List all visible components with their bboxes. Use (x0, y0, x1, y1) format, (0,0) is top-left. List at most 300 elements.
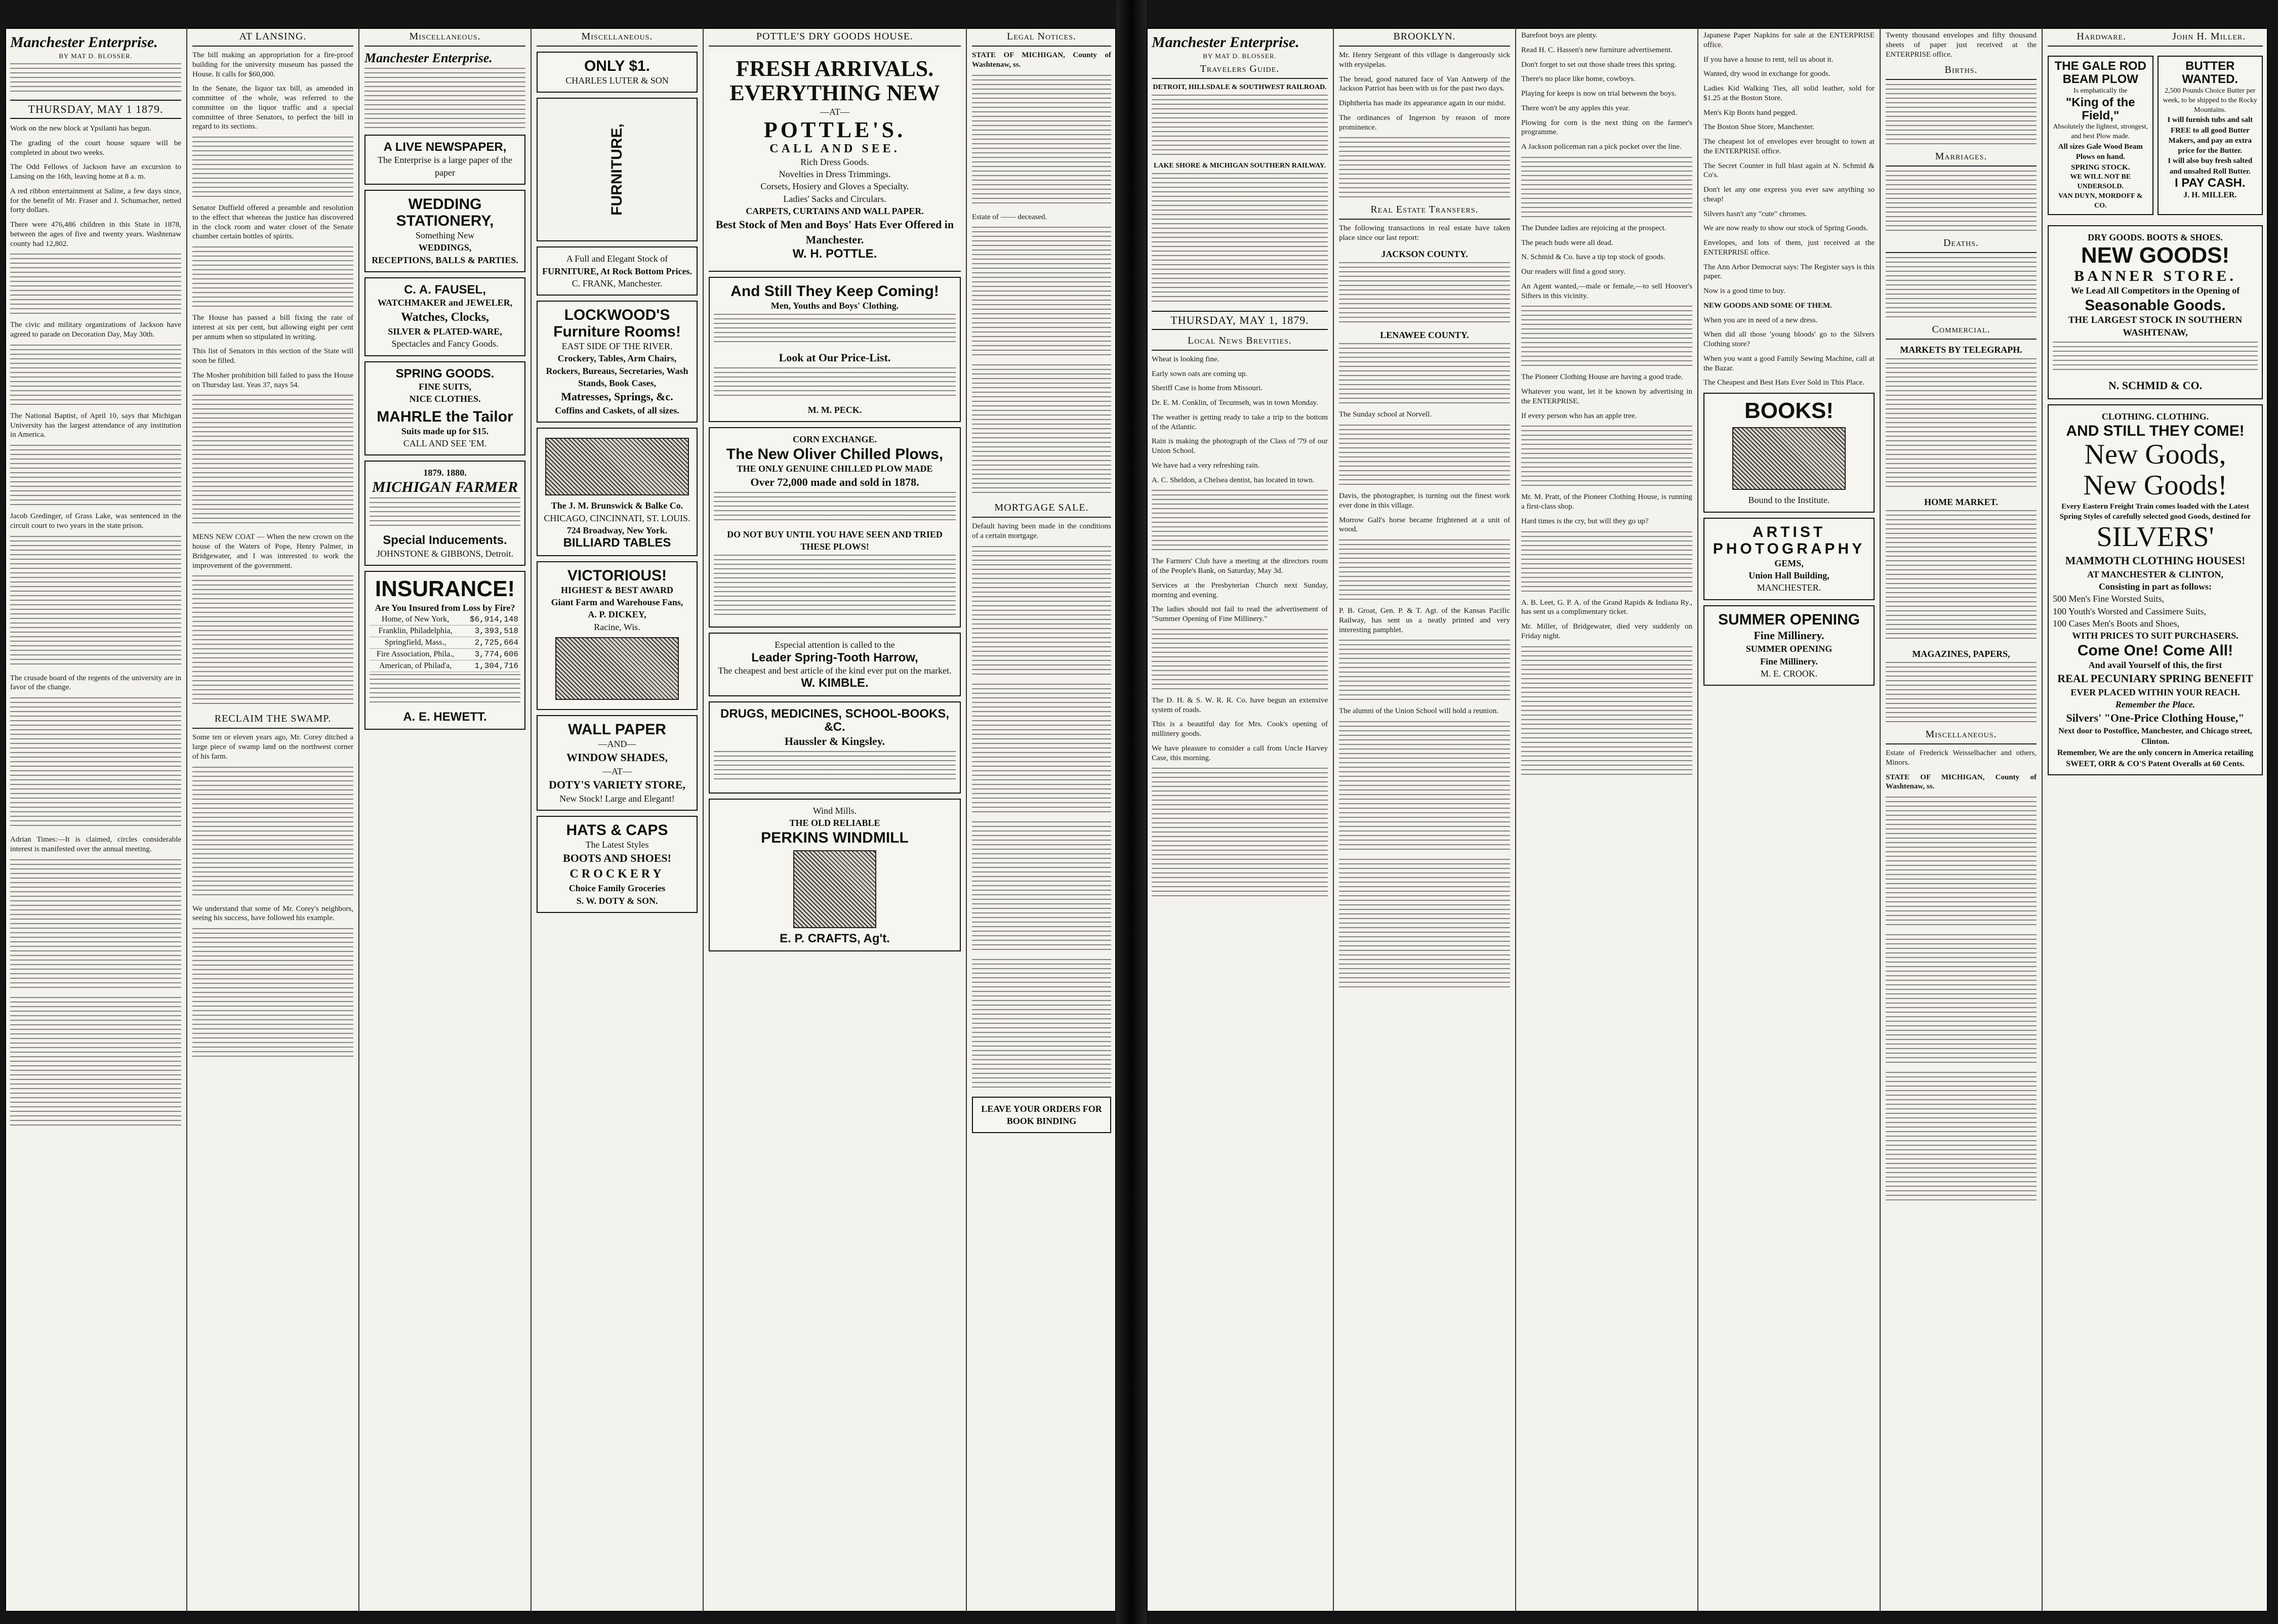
news-item: Sheriff Case is home from Missouri. (1152, 384, 1263, 393)
ad-fausel-jeweler (364, 277, 525, 356)
text-block (370, 497, 520, 528)
text-block (972, 959, 1111, 1091)
ad-line: We Lead All Competitors in the Opening of (2070, 285, 2240, 296)
text-block (10, 345, 181, 405)
ad-line: JOHNSTONE & GIBBONS, Detroit. (376, 548, 514, 559)
column-heading: BROOKLYN. (1339, 31, 1510, 47)
books-engraving (1732, 427, 1846, 490)
ad-line: Bound to the Institute. (1748, 495, 1830, 506)
news-item: Senator Duffield offered a preamble and resolution to the effect that whereas the justice has discovered in the clock room and water closet of the Senate chamber certain bottles of spirits. (192, 204, 353, 241)
ad-line: CHARLES LUTER & SON (565, 75, 669, 86)
column-heading: Legal Notices. (972, 31, 1111, 47)
text-block (714, 555, 956, 615)
text-block (972, 227, 1111, 358)
news-item: Services at the Presbyterian Church next Sunday, morning and evening. (1152, 581, 1328, 599)
ad-title: WALL PAPER (568, 721, 666, 738)
ad-line: THE ONLY GENUINE CHILLED PLOW MADE (737, 463, 933, 474)
news-item: Early sown oats are coming up. (1152, 369, 1248, 378)
left-col-3 (359, 28, 532, 1612)
ad-line: CHICAGO, CINCINNATI, ST. LOUIS. (544, 513, 690, 523)
ad-line: W. H. POTTLE. (792, 246, 877, 261)
text-block (1152, 629, 1328, 690)
news-item: Mr. Henry Sergeant of this village is dangerously sick with erysipelas. (1339, 51, 1510, 69)
masthead: Manchester Enterprise. (10, 34, 158, 51)
ad-line: SILVER & PLATED-WARE, (388, 326, 502, 337)
ad-michigan-farmer (364, 461, 525, 566)
ad-line: CALL AND SEE 'EM. (403, 438, 487, 448)
ad-line: E. P. CRAFTS, Ag't. (780, 931, 890, 945)
ad-line: MAMMOTH CLOTHING HOUSES! (2065, 554, 2246, 567)
text-block (370, 674, 520, 704)
column-heading: Hardware. (2048, 31, 2155, 47)
ad-insurance (364, 571, 525, 730)
news-item: Davis, the photographer, is turning out the finest work ever done in this village. (1339, 492, 1510, 510)
ad-line: Come One! Come All! (2077, 642, 2233, 659)
ad-line: LEAVE YOUR ORDERS FOR BOOK BINDING (981, 1103, 1102, 1127)
news-item: A red ribbon entertainment at Saline, a few days since, for the benefit of Mr. Fraser and J. Schumacher, netted forty dollars. (10, 187, 181, 215)
ad-line: Haussler & Kingsley. (784, 735, 885, 748)
byline: BY MAT D. BLOSSER. (1203, 52, 1277, 60)
news-item: Playing for keeps is now on trial between the boys. (1521, 90, 1677, 98)
news-item: The cheapest lot of envelopes ever brought to town at the ENTERPRISE office. (1703, 138, 1875, 155)
ad-line: I will also buy fresh salted and unsalted Roll Butter. (2168, 157, 2253, 176)
ad-line: Wind Mills. (812, 806, 857, 816)
news-item: Mr. M. Pratt, of the Pioneer Clothing House, is running a first-class shop. (1521, 493, 1692, 511)
billiard-table-engraving (545, 438, 689, 495)
section-heading: Miscellaneous. (1886, 729, 2037, 744)
column-heading: Miscellaneous. (537, 31, 698, 47)
ad-line: REAL PECUNIARY SPRING BENEFIT (2057, 672, 2253, 685)
ad-title: BUTTER WANTED. (2182, 59, 2239, 87)
news-item: A. B. Leet, G. P. A. of the Grand Rapids & Indiana Ry., has sent us a complimentary ticket. (1521, 598, 1692, 616)
text-block (972, 546, 1111, 678)
left-page (5, 28, 1116, 1612)
news-item: Mr. Miller, of Bridgewater, died very suddenly on Friday night. (1521, 622, 1692, 640)
ad-line: Look at Our Price-List. (779, 351, 891, 364)
legal-notice: STATE OF MICHIGAN, County of Washtenaw, ss. (1886, 773, 2037, 791)
news-item: Whatever you want, let it be known by advertising in the ENTERPRISE. (1521, 388, 1692, 405)
news-item: The ladies should not fail to read the advertisement of "Summer Opening of Fine Millinery." (1152, 605, 1328, 623)
ad-line: —AT— (602, 766, 632, 776)
ad-line: Coffins and Caskets, of all sizes. (555, 405, 679, 416)
ad-mahrle-tailor (364, 361, 525, 456)
company-name: Fire Association, Phila., (370, 648, 461, 660)
ad-title: The New Oliver Chilled Plows, (726, 445, 944, 463)
ad-line: Silvers' "One-Price Clothing House," (2066, 712, 2245, 725)
news-item: Rain is making the photograph of the Class of '79 of our Union School. (1152, 437, 1328, 455)
ad-title: ONLY $1. (584, 58, 650, 74)
news-item: We have had a very refreshing rain. (1152, 461, 1260, 470)
ad-line: BOOTS AND SHOES! (563, 852, 671, 865)
insurance-assets-table (370, 614, 520, 672)
text-block (192, 767, 353, 898)
news-item: If you have a house to rent, tell us about it. (1703, 55, 1834, 64)
ad-line: A. P. DICKEY, (588, 609, 646, 620)
news-item: Some ten or eleven years ago, Mr. Corey ditched a large piece of swamp land on the northwest corner of his farm. (192, 733, 353, 761)
ad-line: Matresses, Springs, &c. (561, 390, 673, 403)
ad-title: VICTORIOUS! (567, 567, 667, 584)
news-item: A. C. Sheldon, a Chelsea dentist, has located in town. (1152, 476, 1315, 484)
ad-title: BOOKS! (1744, 398, 1834, 423)
news-item: When you are in need of a new dress. (1703, 316, 1818, 324)
ad-line: New Goods, (2084, 438, 2226, 470)
ad-hats-caps (537, 816, 698, 913)
news-item: The Farmers' Club have a meeting at the directors room of the People's Bank, on Saturday, May 3d. (1152, 557, 1328, 575)
section-heading: Travelers Guide. (1152, 63, 1328, 79)
ad-line: CLOTHING. CLOTHING. (2101, 411, 2209, 422)
section-heading: Deaths. (1886, 237, 2037, 253)
market-heading: MARKETS BY TELEGRAPH. (1900, 345, 2022, 355)
ad-line: SPRING STOCK. (2071, 163, 2130, 172)
text-block (1339, 425, 1510, 485)
text-block (192, 928, 353, 1060)
ad-line: S. W. DOTY & SON. (576, 895, 658, 906)
section-heading: Births. (1886, 64, 2037, 80)
right-page (1147, 28, 2268, 1612)
ad-line: Men, Youths and Boys' Clothing. (770, 301, 899, 311)
ad-spring-tooth-harrow (709, 633, 961, 696)
text-block (192, 395, 353, 526)
ad-books (1703, 393, 1875, 513)
ad-line: MANCHESTER. (1757, 582, 1821, 593)
text-block (1886, 934, 2037, 1066)
ad-line: All sizes Gale Wood Beam Plows on hand. (2058, 143, 2143, 161)
ad-line: Absolutely the lightest, strongest, and best Plow made. (2053, 123, 2148, 141)
ad-line: NICE CLOTHES. (409, 394, 481, 404)
ad-line: CARPETS, CURTAINS AND WALL PAPER. (746, 206, 924, 217)
ad-line: I will furnish tubs and salt FREE to all good Butter Makers, and pay an extra price for the Butter. (2167, 116, 2253, 155)
ad-line: And avail Yourself of this, the first (2088, 659, 2222, 670)
right-col-2 (1334, 28, 1516, 1612)
news-item: Morrow Gall's horse became frightened at a unit of wood. (1339, 516, 1510, 534)
news-item: There's no place like home, cowboys. (1521, 75, 1636, 84)
text-block (1886, 662, 2037, 723)
ad-banner-store (2048, 225, 2263, 399)
section-heading: Marriages. (1886, 151, 2037, 166)
rail-title: DETROIT, HILLSDALE & SOUTHWEST RAILROAD. (1153, 84, 1327, 91)
ad-oliver-plows (709, 427, 961, 628)
news-item: The D. H. & S. W. R. R. Co. have begun an extensive system of roads. (1152, 696, 1328, 714)
text-block (1339, 262, 1510, 323)
news-item: We are now ready to show our stock of Spring Goods. (1703, 224, 1868, 233)
text-block (10, 445, 181, 506)
right-col-5 (1881, 28, 2043, 1612)
ad-line: Remember, We are the only concern in America retailing SWEET, ORR & CO'S Patent Overalls at 60 Cents. (2057, 748, 2254, 768)
ad-title: THE GALE ROD BEAM PLOW (2054, 59, 2146, 87)
news-item: Hard times is the cry, but will they go up? (1521, 517, 1649, 525)
ad-line: THE OLD RELIABLE (789, 818, 880, 828)
ad-title: LOCKWOOD'S Furniture Rooms! (553, 307, 681, 341)
company-assets: 2,725,664 (461, 637, 520, 648)
company-name: American, of Philad'a, (370, 660, 461, 672)
ad-title: MICHIGAN FARMER (372, 479, 518, 496)
table-row (370, 614, 520, 626)
ad-title: EVERYTHING NEW (729, 80, 940, 106)
ad-line: Crockery, Tables, Arm Chairs, Rockers, Bureaus, Secretaries, Wash Stands, Book Cases, (546, 353, 688, 389)
news-item: Ladies Kid Walking Ties, all solid leather, sold for $1.25 at the Boston Store. (1703, 85, 1875, 102)
ad-line: The J. M. Brunswick & Balke Co. (551, 501, 683, 511)
text-block (1152, 490, 1328, 551)
ad-line: Something New (415, 230, 475, 240)
ad-line: C. FRANK, Manchester. (572, 278, 663, 288)
news-item: The Dundee ladies are rejoicing at the prospect. (1521, 224, 1666, 232)
ad-line: Every Eastern Freight Train comes loaded with the Latest Spring Styles of carefully selected good Goods, destined for (2059, 502, 2251, 521)
county-heading: LENAWEE COUNTY. (1380, 330, 1469, 341)
ad-line: Next door to Postoffice, Manchester, and Chicago street, Clinton. (2058, 726, 2252, 746)
text-block (10, 536, 181, 668)
ad-title: AND STILL THEY COME! (2066, 422, 2245, 439)
news-item: We understand that some of Mr. Corey's neighbors, seeing his success, have followed his example. (192, 904, 353, 923)
ad-line: 100 Cases Men's Boots and Shoes, (2053, 618, 2180, 629)
text-block (972, 364, 1111, 496)
timetable (1152, 173, 1328, 305)
news-item: The following transactions in real estate have taken place since our last report: (1339, 224, 1510, 242)
ad-title: SUMMER OPENING (1718, 611, 1860, 628)
news-item: In the Senate, the liquor tax bill, as amended in committee of the whole, was referred to the committee on the liquor traffic and a special committee of three Senators, to perfect the bill in regard to its sections. (192, 85, 353, 131)
news-item: P. B. Groat, Gen. P. & T. Agt. of the Kansas Pacific Railway, has sent us a neatly printed and very interesting pamphlet. (1339, 607, 1510, 634)
ad-line: 100 Youth's Worsted and Cassimere Suits, (2053, 606, 2206, 616)
ad-line: Seasonable Goods. (2085, 297, 2226, 314)
news-item: An Agent wanted,—male or female,—to sell Hoover's Sifters in this vicinity. (1521, 282, 1692, 300)
ad-line: Rich Dress Goods. (800, 156, 869, 167)
news-item: Dr. E. M. Conklin, of Tecumseh, was in town Monday. (1152, 399, 1318, 407)
company-name: Springfield, Mass., (370, 637, 461, 648)
text-block (1886, 1072, 2037, 1203)
news-item: The bill making an appropriation for a fire-proof building for the university museum has passed the House. It calls for $60,000. (192, 51, 353, 78)
ad-line: AT MANCHESTER & CLINTON, (2087, 569, 2224, 579)
ad-line: —AT— (820, 106, 849, 117)
company-assets: 3,393,518 (461, 625, 520, 637)
market-heading: HOME MARKET. (1924, 496, 1998, 507)
ad-line: N. SCHMID & CO. (2108, 379, 2203, 392)
news-item: Wanted, dry wood in exchange for goods. (1703, 70, 1830, 78)
ad-title: PERKINS WINDMILL (761, 829, 909, 846)
news-item: N. Schmid & Co. have a tip top stock of goods. (1521, 253, 1665, 262)
news-item: Our readers will find a good story. (1521, 268, 1626, 276)
ad-peck-clothing (709, 277, 961, 422)
news-item: The Sunday school at Norvell. (1339, 410, 1432, 419)
ad-line: SUMMER OPENING (1745, 644, 1833, 654)
left-col-5 (704, 28, 967, 1612)
ad-line: Best Stock of Men and Boys' Hats Ever Offered in Manchester. (715, 218, 954, 246)
news-item: The Mosher prohibition bill failed to pass the House on Thursday last. Yeas 37, nays 54. (192, 371, 353, 389)
text-block (1886, 510, 2037, 642)
legal-notice: Default having been made in the conditions of a certain mortgage. (972, 522, 1111, 540)
left-col-4 (532, 28, 704, 1612)
news-item: Adrian Times:—It is claimed, circles considerable interest is manifested over the annual meeting. (10, 836, 181, 853)
right-col-3 (1516, 28, 1698, 1612)
ad-line: Over 72,000 made and sold in 1878. (750, 475, 919, 488)
ad-title: And Still They Keep Coming! (730, 283, 939, 300)
text-block (10, 254, 181, 314)
text-block (972, 75, 1111, 206)
text-block (364, 68, 525, 129)
text-block (192, 137, 353, 197)
ad-line: 724 Broadway, New York. (566, 525, 668, 535)
table-row (370, 648, 520, 660)
text-block (1886, 358, 2037, 490)
windmill-engraving (793, 850, 876, 928)
ad-title: SPRING GOODS. (395, 366, 495, 381)
ad-line: SILVERS' (2096, 521, 2214, 553)
left-col-6 (967, 28, 1116, 1612)
ad-line: HIGHEST & BEST AWARD (561, 585, 673, 595)
section-heading: Commercial. (1886, 324, 2037, 340)
ad-line: The Latest Styles (585, 840, 649, 850)
news-item: The Ann Arbor Democrat says: The Register says is this paper. (1703, 263, 1875, 281)
company-assets: 3,774,606 (461, 648, 520, 660)
text-block (10, 697, 181, 829)
news-item: The alumni of the Union School will hold a reunion. (1339, 707, 1498, 716)
masthead-secondary: Manchester Enterprise. (364, 51, 493, 65)
text-block (1886, 257, 2037, 318)
ad-title: Special Inducements. (383, 533, 507, 548)
news-item: The civic and military organizations of Jackson have agreed to parade on Decoration Day, May 30th. (10, 321, 181, 339)
divider (709, 271, 961, 272)
legal-notice: Estate of —— deceased. (972, 213, 1047, 221)
text-block (1521, 531, 1692, 592)
news-item: Diphtheria has made its appearance again in our midst. (1339, 99, 1506, 107)
ad-line: Racine, Wis. (594, 621, 640, 632)
ad-line: CORN EXCHANGE. (792, 434, 877, 445)
ad-line: J. H. MILLER. (2183, 191, 2237, 200)
text-block (2053, 342, 2258, 372)
news-item: If every person who has an apple tree. (1521, 411, 1637, 420)
text-block (1886, 171, 2037, 231)
column-heading: AT LANSING. (192, 31, 353, 47)
ad-line: Choice Family Groceries (568, 883, 666, 894)
ad-line: A Full and Elegant Stock of (566, 254, 668, 264)
news-item: There were 476,486 children in this State in 1878, between the ages of five and twenty years. Washtenaw county had 12,802. (10, 221, 181, 248)
text-block (1339, 859, 1510, 990)
news-item: The Boston Shoe Store, Manchester. (1703, 123, 1815, 132)
page-gutter (1116, 0, 1147, 1624)
ad-title: HATS & CAPS (566, 822, 668, 839)
ad-title: A. E. HEWETT. (403, 710, 487, 724)
ad-summer-opening (1703, 605, 1875, 686)
ad-line: W. KIMBLE. (801, 676, 869, 690)
text-block (1886, 797, 2037, 928)
news-item: This list of Senators in this section of the State will soon be filled. (192, 347, 353, 365)
left-col-2 (187, 28, 359, 1612)
ad-line: WINDOW SHADES, (566, 751, 668, 764)
ad-photography (1703, 518, 1875, 600)
ad-line: WITH PRICES TO SUIT PURCHASERS. (2072, 631, 2239, 641)
ad-line: M. E. CROOK. (1760, 668, 1818, 679)
news-item: Wheat is looking fine. (1152, 355, 1219, 363)
section-heading: Real Estate Transfers. (1339, 204, 1510, 220)
news-item: Plowing for corn is the next thing on the farmer's programme. (1521, 118, 1692, 137)
ad-title: MAHRLE the Tailor (377, 408, 513, 425)
ad-wall-paper (537, 715, 698, 811)
ad-line: 500 Men's Fine Worsted Suits, (2053, 594, 2164, 604)
ad-only-one-dollar (537, 52, 698, 93)
company-assets: 1,304,716 (461, 660, 520, 672)
ad-line: Fine Millinery. (1754, 629, 1824, 642)
byline: BY MAT D. BLOSSER. (59, 52, 133, 60)
company-name: Home, of New York, (370, 614, 461, 626)
text-block (1339, 539, 1510, 600)
text-block (192, 246, 353, 307)
news-item: The National Baptist, of April 10, says that Michigan University has the largest attendance of any institution in America. (10, 411, 181, 439)
ad-line: Are You Insured from Loss by Fire? (375, 602, 515, 613)
news-item: Men's Kip Boots hand pegged. (1703, 108, 1797, 117)
column-heading: John H. Miller. (2155, 31, 2263, 47)
ad-drugs-medicines (709, 701, 961, 794)
ad-billiard-tables (537, 428, 698, 556)
ad-line: New Goods! (2083, 470, 2227, 502)
ad-line: DRY GOODS. BOOTS & SHOES. (2088, 232, 2223, 242)
ad-line: EVER PLACED WITHIN YOUR REACH. (2070, 687, 2240, 697)
news-item: The grading of the court house square will be completed in about two weeks. (10, 139, 181, 157)
timetable (1152, 95, 1328, 155)
ad-title: Leader Spring-Tooth Harrow, (751, 650, 918, 664)
column-heading: POTTLE'S DRY GOODS HOUSE. (709, 31, 961, 47)
text-block (972, 821, 1111, 953)
ad-line: BANNER STORE. (2074, 268, 2236, 285)
ad-title: BILLIARD TABLES (563, 536, 671, 550)
ad-title: NEW GOODS! (2081, 242, 2230, 268)
ad-line: M. M. PECK. (807, 405, 862, 415)
text-block (1521, 426, 1692, 486)
ad-victorious-fans (537, 561, 698, 710)
dateline: THURSDAY, MAY 1, 1879. (1152, 311, 1328, 330)
masthead: Manchester Enterprise. (1152, 34, 1299, 51)
text-block (1339, 640, 1510, 700)
news-item: The Odd Fellows of Jackson have an excursion to Lansing on the 16th, leaving home at 8 a. m. (10, 163, 181, 181)
text-block (1886, 84, 2037, 145)
news-item: Don't let any one express you ever saw anything so cheap! (1703, 186, 1875, 203)
ad-title: POTTLE'S. (763, 117, 906, 143)
right-col-6 (2043, 28, 2268, 1612)
news-item: NEW GOODS AND SOME OF THEM. (1703, 301, 1832, 310)
ad-line: FURNITURE, At Rock Bottom Prices. (542, 266, 692, 276)
column-heading-row (2048, 31, 2263, 51)
news-item: The peach buds were all dead. (1521, 238, 1613, 247)
news-item: Twenty thousand envelopes and fifty thousand sheets of paper just received at the ENTERPRISE office. (1886, 31, 2037, 59)
legal-notice-heading: STATE OF MICHIGAN, County of Washtenaw, ss. (972, 51, 1111, 69)
ad-line: Is emphatically the (2073, 87, 2128, 95)
column-heading: Miscellaneous. (364, 31, 525, 47)
ad-furniture-details (537, 246, 698, 296)
ad-line: VAN DUYN, MORDOFF & CO. (2058, 192, 2143, 210)
magazines-heading: MAGAZINES, PAPERS, (1912, 648, 2010, 659)
ad-line: DOTY'S VARIETY STORE, (548, 778, 685, 792)
ad-line: The Enterprise is a large paper of the paper (377, 155, 513, 178)
news-item: The bread, good natured face of Van Antwerp of the Jackson Patriot has been with us for the past two days. (1339, 75, 1510, 93)
ad-title: C. A. FAUSEL, (404, 282, 486, 297)
ad-line: Suits made up for $15. (401, 426, 489, 436)
news-item: A Jackson policeman ran a pick pocket over the line. (1521, 143, 1682, 151)
ad-line: Consisting in part as follows: (2098, 581, 2212, 592)
text-block (10, 859, 181, 991)
news-item: The House has passed a bill fixing the rate of interest at six per cent, but allowing eight per cent per annum when so stipulated in writing. (192, 314, 353, 341)
ad-line: "King of the Field," (2065, 95, 2135, 123)
news-item: Silvers hasn't any "cute" chromes. (1703, 210, 1807, 218)
table-row (370, 660, 520, 672)
ad-line: CROCKERY (570, 867, 665, 881)
text-block (10, 997, 181, 1129)
ad-title: WEDDING STATIONERY, (396, 195, 494, 229)
ad-line: WATCHMAKER and JEWELER, (377, 298, 513, 308)
news-item: MENS NEW COAT — When the new crown on the house of the Waters of Pope, Henry Palmer, in Bridgewater, and I was interested to work the improvement of the government. (192, 533, 353, 570)
news-item: Don't forget to set out those shade trees this spring. (1521, 60, 1677, 69)
text-block (192, 575, 353, 707)
top-ads-row (2048, 51, 2263, 220)
news-item: We have pleasure to consider a call from Uncle Harvey Case, this morning. (1152, 744, 1328, 762)
dateline: THURSDAY, MAY 1 1879. (10, 100, 181, 119)
news-item: The Pioneer Clothing House are having a good trade. (1521, 373, 1683, 382)
